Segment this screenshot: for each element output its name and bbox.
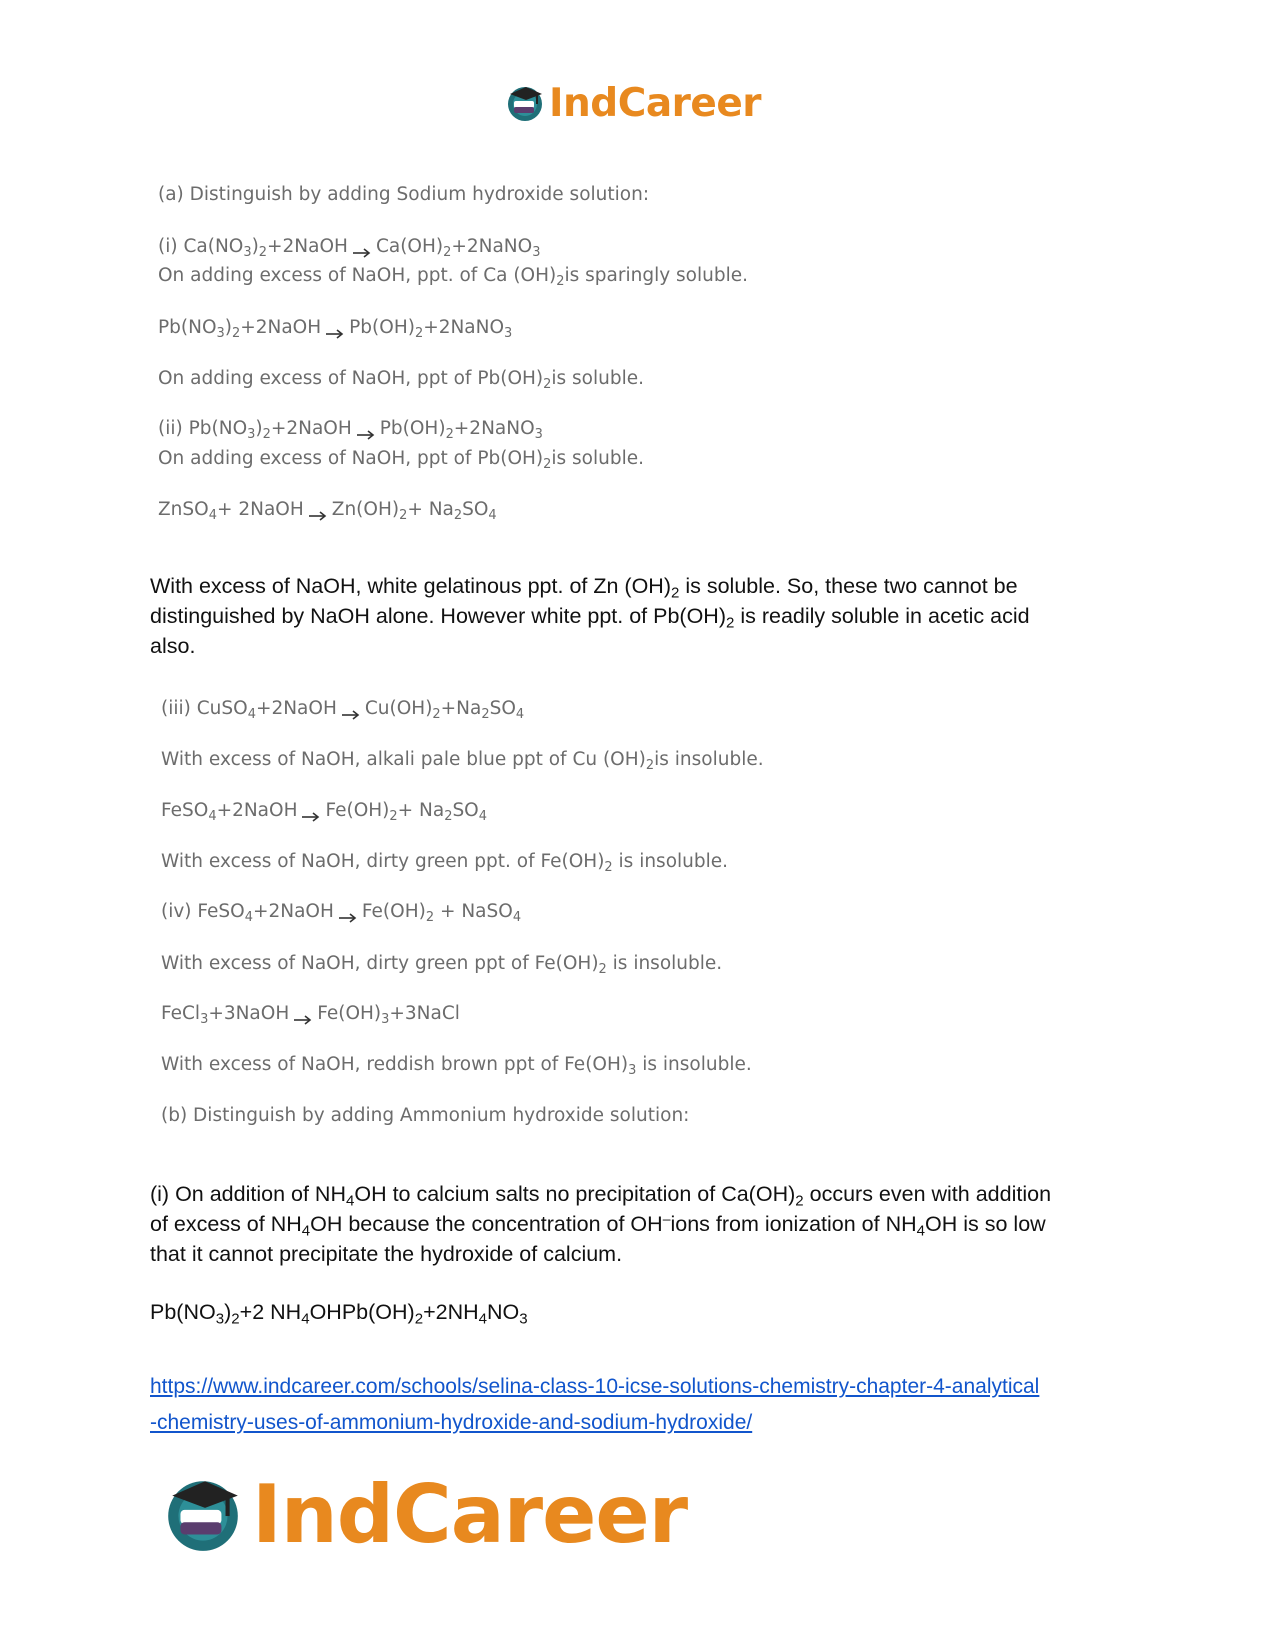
equation-iii-cu: (iii) CuSO$_4$+2NaOH $Cu(OH)_2+Na_2SO_4$ (161, 698, 525, 722)
arrow-icon (293, 1011, 313, 1025)
heading-b: (b) Distinguish by adding Ammonium hydroxide solution: (161, 1105, 690, 1126)
note-fe-oh-2: With excess of NaOH, dirty green ppt of $Fe(OH)_2$ is insoluble. (161, 953, 723, 977)
equation-pb-1: $Pb(NO_3)_2+2NaOH$ $Pb(OH)_2+2NaNO_3$ (158, 317, 513, 341)
note-cu-oh: With excess of NaOH, alkali pale blue ppt of Cu $(OH)_2is$ insoluble. (161, 749, 764, 773)
note-ca-oh: On adding excess of NaOH, ppt. of Ca $(OH)_2is$ sparingly soluble. (158, 265, 749, 289)
arrow-icon (356, 426, 376, 440)
graduation-cap-logo-icon (160, 1471, 246, 1557)
note-fe-oh-3: With excess of NaOH, reddish brown ppt of $Fe(OH)_3$ is insoluble. (161, 1054, 752, 1078)
note-fe-oh-1: With excess of NaOH, dirty green ppt. of $Fe(OH)_2$ is insoluble. (161, 851, 729, 875)
graduation-cap-logo-icon (504, 82, 546, 124)
note-pb-oh-1: On adding excess of NaOH, ppt of $Pb(OH)_2is$ soluble. (158, 368, 645, 392)
arrow-icon (325, 325, 345, 339)
equation-ii-pb: (ii) $Pb(NO_3)_2+2NaOH$ $Pb(OH)_2+2NaNO_3$ (158, 418, 543, 442)
arrow-icon (301, 808, 321, 822)
header-logo (504, 80, 761, 126)
paragraph-nh4oh: (i) On addition of $NH_4OH$ to calcium salts no precipitation of $Ca(OH)_2$ occurs even with addition of excess of $NH_4OH$ because the concentration of OH–ions from ionization of $NH_4OH$ is so low that it cannot precipitate the hydroxide of calcium. (150, 1182, 1052, 1266)
equation-i-ca: (i) $Ca(NO_3)_2+2NaOH$ $Ca(OH)_2+2NaNO_3$ (158, 236, 541, 260)
heading-a: (a) Distinguish by adding Sodium hydroxide solution: (158, 184, 650, 205)
arrow-icon (308, 507, 328, 521)
footer-logo (160, 1468, 687, 1560)
source-link[interactable]: https://www.indcareer.com/schools/selina-class-10-icse-solutions-chemistry-chapter-4-analytical -chemistry-uses-of-ammonium-hydroxide-and-sodium-hydroxide/ (150, 1375, 1040, 1434)
equation-pb-nh4oh: $Pb(NO_3)_2+2$ $NH_4OHPb(OH)_2+2NH_4NO_3$ (150, 1300, 528, 1328)
logo-text: IndCareer (252, 1467, 688, 1561)
logo-text: IndCareer (549, 80, 761, 126)
equation-fecl: FeCl$_3$+3NaOH $Fe(OH)_3+3NaCl$ (161, 1003, 460, 1027)
equation-fe-1: FeSO$_4$+2NaOH $Fe(OH)_2+ Na_2SO_4$ (161, 800, 487, 824)
equation-zn: ZnSO$_4$+ 2NaOH $Zn(OH)_2+ Na_2SO_4$ (158, 499, 497, 523)
arrow-icon (338, 909, 358, 923)
arrow-icon (352, 244, 372, 258)
note-pb-oh-2: On adding excess of NaOH, ppt of $Pb(OH)_2is$ soluble. (158, 448, 645, 472)
arrow-icon (341, 706, 361, 720)
equation-iv-fe: (iv) FeSO$_4$+2NaOH $Fe(OH)_2$ + NaSO$_4$ (161, 901, 522, 925)
paragraph-zn-oh: With excess of NaOH, white gelatinous ppt. of Zn $(OH)_2$ is soluble. So, these two cannot be distinguished by NaOH alone. However white ppt. of $Pb(OH)_2$ is readily soluble in acetic acid also. (150, 574, 1030, 658)
